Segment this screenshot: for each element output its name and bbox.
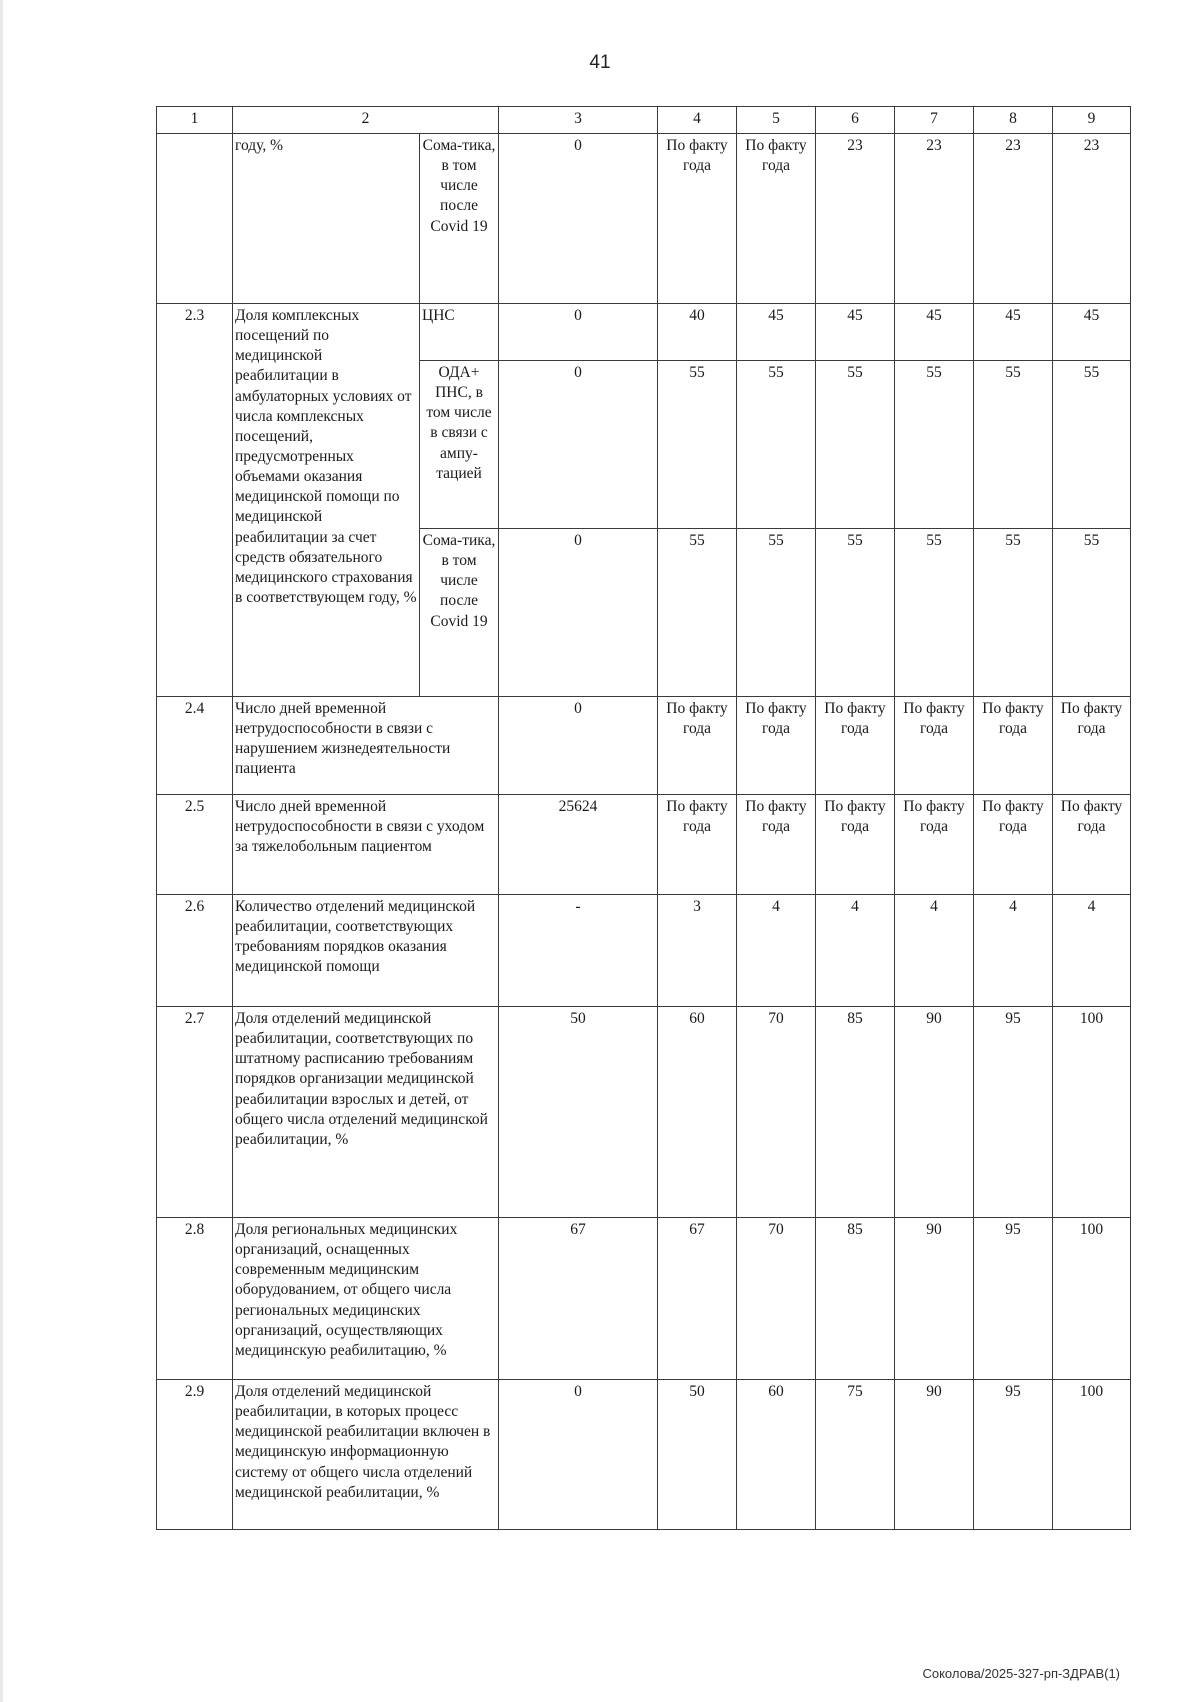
value-cell: 4 [895,895,974,1007]
value-cell: 40 [658,304,737,361]
value-cell: 23 [974,134,1053,304]
value-cell: По факту года [895,795,974,895]
header-cell: 4 [658,107,737,134]
value-cell: 4 [974,895,1053,1007]
value-cell: По факту года [658,697,737,795]
document-footer: Соколова/2025-327-рп-ЗДРАВ(1) [922,1666,1120,1681]
table-row [157,134,1131,304]
indicator-label: Количество отделений медицинской реабилитации, соответствующих требованиям порядков оказания медицинской помощи [233,895,499,1007]
row-number: 2.9 [157,1380,233,1530]
row-number: 2.5 [157,795,233,895]
value-cell: 85 [816,1218,895,1380]
value-cell: - [499,895,658,1007]
value-cell: 45 [1053,304,1131,361]
value-cell: 55 [895,529,974,697]
value-cell: 100 [1053,1218,1131,1380]
value-cell: 55 [658,361,737,529]
value-cell: По факту года [816,697,895,795]
value-cell: 4 [1053,895,1131,1007]
indicator-label: Доля региональных медицинских организаций, оснащенных современным медицинским оборудованием, от общего числа региональных медицинских организаций, осуществляющих медицинскую реабилитацию, % [233,1218,499,1380]
table-row [157,304,1131,361]
indicator-label: Доля отделений медицинской реабилитации, в которых процесс медицинской реабилитации включен в медицинскую информационную систему от общего числа отделений медицинской реабилитации, % [233,1380,499,1530]
header-cell: 9 [1053,107,1131,134]
subgroup-label: Сома-тика, в том числе после Covid 19 [420,134,499,304]
value-cell: 55 [658,529,737,697]
value-cell: 45 [816,304,895,361]
value-cell: 45 [974,304,1053,361]
value-cell: 0 [499,361,658,529]
value-cell: 0 [499,134,658,304]
value-cell: 75 [816,1380,895,1530]
indicator-label: Число дней временной нетрудоспособности в связи с нарушением жизнедеятельности пациента [233,697,499,795]
value-cell: 95 [974,1218,1053,1380]
row-number: 2.8 [157,1218,233,1380]
value-cell: 3 [658,895,737,1007]
value-cell: 55 [895,361,974,529]
value-cell: 95 [974,1380,1053,1530]
table-row [157,895,1131,1007]
value-cell: 70 [737,1007,816,1218]
value-cell: 50 [499,1007,658,1218]
value-cell: По факту года [737,697,816,795]
value-cell: 4 [816,895,895,1007]
value-cell: 100 [1053,1007,1131,1218]
indicator-label: Число дней временной нетрудоспособности в связи с уходом за тяжелобольным пациентом [233,795,499,895]
value-cell: 0 [499,304,658,361]
value-cell: 55 [1053,361,1131,529]
header-cell: 6 [816,107,895,134]
header-cell: 3 [499,107,658,134]
value-cell: 67 [499,1218,658,1380]
subgroup-label: ОДА+ ПНС, в том числе в связи с ампу-тацией [420,361,499,529]
value-cell: По факту года [974,697,1053,795]
value-cell: 23 [1053,134,1131,304]
value-cell: 55 [737,529,816,697]
table-row [157,697,1131,795]
header-cell: 2 [233,107,499,134]
value-cell: 55 [974,361,1053,529]
value-cell: 45 [895,304,974,361]
value-cell: По факту года [974,795,1053,895]
table-row [157,1218,1131,1380]
value-cell: 90 [895,1218,974,1380]
value-cell: 55 [974,529,1053,697]
indicators-table [156,106,1131,1530]
subgroup-label: Сома-тика, в том числе после Covid 19 [420,529,499,697]
row-number: 2.4 [157,697,233,795]
row-number: 2.3 [157,304,233,697]
value-cell: 100 [1053,1380,1131,1530]
value-cell: 90 [895,1380,974,1530]
row-number [157,134,233,304]
indicator-label: году, % [233,134,420,304]
subgroup-label: ЦНС [420,304,499,361]
value-cell: 67 [658,1218,737,1380]
value-cell: 95 [974,1007,1053,1218]
value-cell: По факту года [737,134,816,304]
value-cell: По факту года [816,795,895,895]
table-row [157,795,1131,895]
header-row [157,107,1131,134]
row-number: 2.7 [157,1007,233,1218]
value-cell: По факту года [1053,795,1131,895]
row-number: 2.6 [157,895,233,1007]
indicator-label: Доля комплексных посещений по медицинской реабилитации в амбулаторных условиях от числа комплексных посещений, предусмотренных объемами оказания медицинской помощи по медицинской реабилитации за счет средств обязательного медицинского страхования в соответствующем году, % [233,304,420,697]
value-cell: 23 [895,134,974,304]
value-cell: 55 [816,529,895,697]
value-cell: По факту года [658,134,737,304]
value-cell: По факту года [737,795,816,895]
header-cell: 5 [737,107,816,134]
value-cell: 25624 [499,795,658,895]
value-cell: По факту года [1053,697,1131,795]
value-cell: 0 [499,529,658,697]
value-cell: 4 [737,895,816,1007]
value-cell: 60 [658,1007,737,1218]
page-number: 41 [589,52,611,73]
header-cell: 7 [895,107,974,134]
table-row [157,1380,1131,1530]
indicator-label: Доля отделений медицинской реабилитации, соответствующих по штатному расписанию требованиям порядков организации медицинской реабилитации взрослых и детей, от общего числа отделений медицинской реабилитации, % [233,1007,499,1218]
value-cell: 0 [499,1380,658,1530]
value-cell: По факту года [658,795,737,895]
header-cell: 1 [157,107,233,134]
scan-edge [0,0,3,1702]
value-cell: 85 [816,1007,895,1218]
value-cell: 0 [499,697,658,795]
value-cell: 60 [737,1380,816,1530]
table-row [157,1007,1131,1218]
value-cell: 55 [737,361,816,529]
value-cell: 23 [816,134,895,304]
header-cell: 8 [974,107,1053,134]
value-cell: 50 [658,1380,737,1530]
value-cell: По факту года [895,697,974,795]
value-cell: 55 [816,361,895,529]
value-cell: 45 [737,304,816,361]
value-cell: 55 [1053,529,1131,697]
value-cell: 90 [895,1007,974,1218]
value-cell: 70 [737,1218,816,1380]
